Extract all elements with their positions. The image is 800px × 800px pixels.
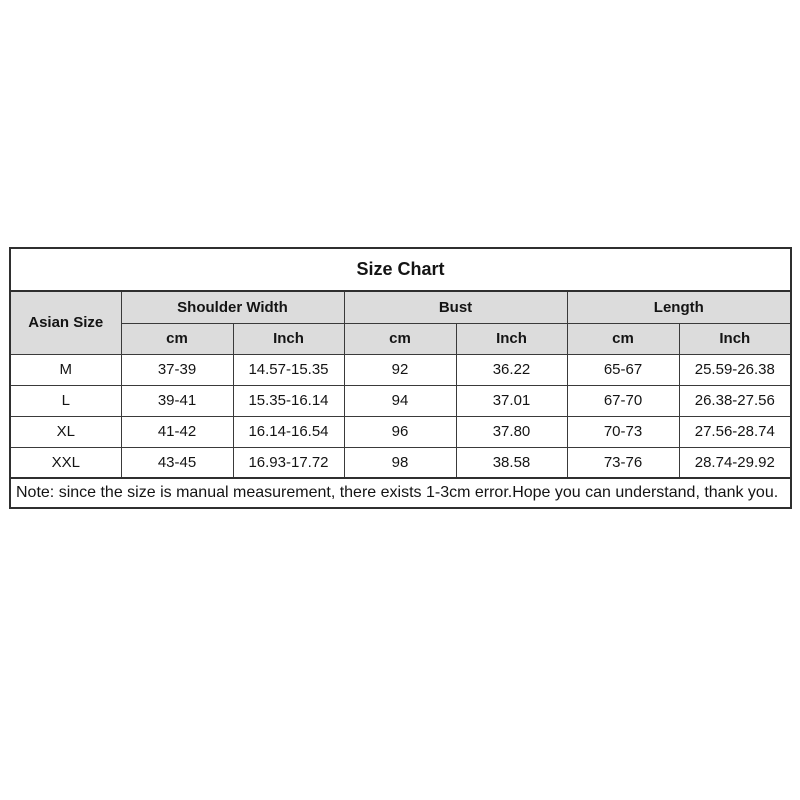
unit-header-bust-inch: Inch xyxy=(456,323,567,354)
table-cell: 96 xyxy=(344,416,456,447)
column-group-length: Length xyxy=(567,291,791,323)
table-row-l xyxy=(10,385,791,416)
table-cell: 14.57-15.35 xyxy=(233,354,344,385)
table-cell: 41-42 xyxy=(121,416,233,447)
header-unit-row xyxy=(10,323,791,354)
size-label: L xyxy=(10,385,121,416)
unit-header-shoulder-inch: Inch xyxy=(233,323,344,354)
table-cell: 39-41 xyxy=(121,385,233,416)
table-cell: 37-39 xyxy=(121,354,233,385)
table-cell: 65-67 xyxy=(567,354,679,385)
measurement-note: Note: since the size is manual measurement, there exists 1-3cm error.Hope you can understand, thank you. xyxy=(10,478,791,508)
column-header-asian-size: Asian Size xyxy=(10,291,121,354)
table-cell: 37.80 xyxy=(456,416,567,447)
size-label: M xyxy=(10,354,121,385)
table-cell: 73-76 xyxy=(567,447,679,478)
table-cell: 25.59-26.38 xyxy=(679,354,791,385)
table-cell: 38.58 xyxy=(456,447,567,478)
table-cell: 94 xyxy=(344,385,456,416)
table-cell: 92 xyxy=(344,354,456,385)
table-cell: 70-73 xyxy=(567,416,679,447)
table-cell: 37.01 xyxy=(456,385,567,416)
size-label: XL xyxy=(10,416,121,447)
page-title: Size Chart xyxy=(10,248,791,291)
unit-header-length-cm: cm xyxy=(567,323,679,354)
table-cell: 43-45 xyxy=(121,447,233,478)
table-row-m xyxy=(10,354,791,385)
note-row xyxy=(10,478,791,508)
column-group-shoulder-width: Shoulder Width xyxy=(121,291,344,323)
table-cell: 98 xyxy=(344,447,456,478)
table-cell: 15.35-16.14 xyxy=(233,385,344,416)
table-cell: 16.93-17.72 xyxy=(233,447,344,478)
size-chart-table xyxy=(9,247,792,509)
table-cell: 28.74-29.92 xyxy=(679,447,791,478)
table-cell: 26.38-27.56 xyxy=(679,385,791,416)
title-row xyxy=(10,248,791,291)
unit-header-length-inch: Inch xyxy=(679,323,791,354)
header-group-row xyxy=(10,291,791,323)
table-cell: 16.14-16.54 xyxy=(233,416,344,447)
table-row-xl xyxy=(10,416,791,447)
table-cell: 67-70 xyxy=(567,385,679,416)
table-cell: 27.56-28.74 xyxy=(679,416,791,447)
column-group-bust: Bust xyxy=(344,291,567,323)
table-cell: 36.22 xyxy=(456,354,567,385)
unit-header-bust-cm: cm xyxy=(344,323,456,354)
table-row-xxl xyxy=(10,447,791,478)
size-label: XXL xyxy=(10,447,121,478)
unit-header-shoulder-cm: cm xyxy=(121,323,233,354)
